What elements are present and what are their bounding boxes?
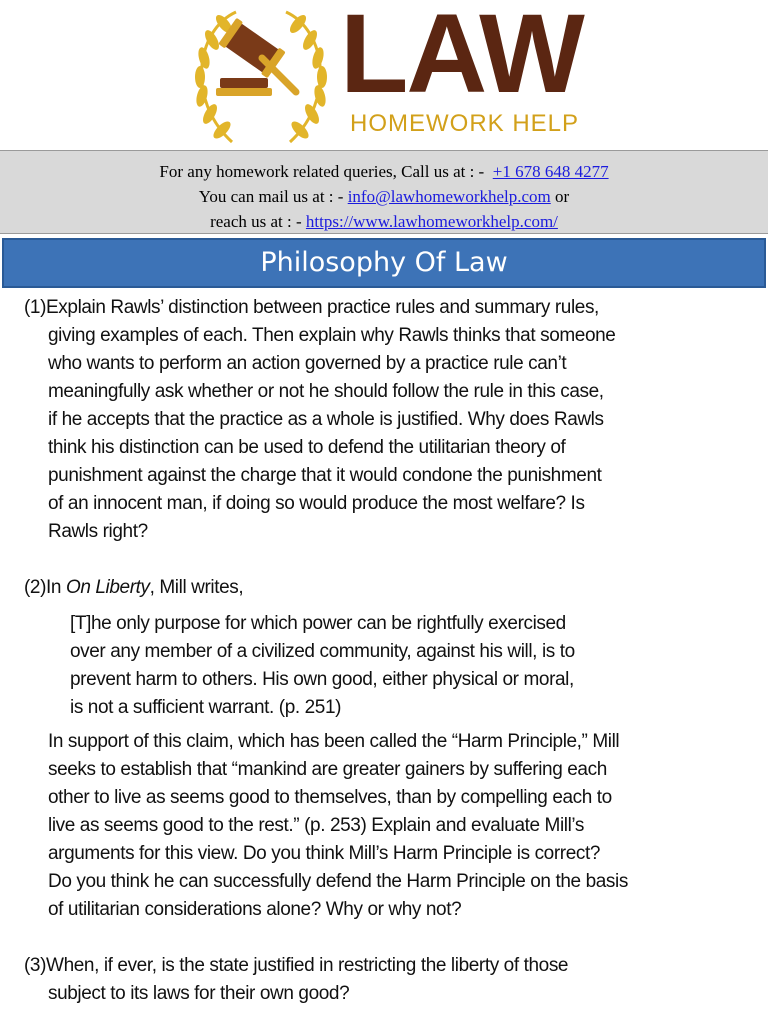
book-title: On Liberty — [65, 577, 150, 598]
phone-link[interactable]: +1 678 648 4277 — [492, 162, 609, 181]
question-1-line: think his distinction can be used to defend the utilitarian theory of — [48, 437, 566, 458]
question-2 — [0, 574, 768, 924]
contact-box — [0, 150, 768, 234]
call-prefix: For any homework related queries, Call us at : - — [159, 162, 485, 181]
email-link[interactable]: info@lawhomeworkhelp.com — [347, 187, 551, 206]
question-1-line: giving examples of each. Then explain why Rawls thinks that someone — [48, 325, 616, 346]
page-title: Philosophy Of Law — [2, 238, 766, 288]
question-2-line: live as seems good to the rest.” (p. 253) Explain and evaluate Mill’s — [48, 815, 585, 836]
question-1-line: of an innocent man, if doing so would produce the most welfare? Is — [48, 493, 585, 514]
question-1-line: if he accepts that the practice as a whole is justified. Why does Rawls — [48, 409, 604, 430]
question-1-line: who wants to perform an action governed by a practice rule can’t — [48, 353, 567, 374]
question-2-number: (2) — [24, 577, 47, 598]
question-1-line: (1)Explain Rawls’ distinction between practice rules and summary rules, — [24, 297, 599, 318]
quote-line: [T]he only purpose for which power can be rightfully exercised — [70, 613, 566, 634]
quote-line: prevent harm to others. His own good, either physical or moral, — [70, 669, 574, 690]
question-2-line: seeks to establish that “mankind are greater gainers by suffering each — [48, 759, 607, 780]
questions — [0, 294, 768, 1008]
website-link[interactable]: https://www.lawhomeworkhelp.com/ — [305, 212, 558, 231]
question-1-line: meaningfully ask whether or not he should follow the rule in this case, — [48, 381, 604, 402]
mail-prefix: You can mail us at : - — [198, 187, 344, 206]
question-2-line: of utilitarian considerations alone? Why or why not? — [48, 899, 462, 920]
logo — [0, 0, 768, 148]
question-2-intro: (2)In On Liberty, Mill writes, — [24, 577, 244, 598]
brand-name: LAW — [340, 0, 583, 116]
quote-line: over any member of a civilized community, against his will, is to — [70, 641, 575, 662]
question-3-line: subject to its laws for their own good? — [48, 983, 350, 1004]
question-2-line: In support of this claim, which has been called the “Harm Principle,” Mill — [48, 731, 620, 752]
question-1 — [0, 294, 768, 546]
mail-line — [0, 184, 768, 209]
question-2-line: Do you think he can successfully defend the Harm Principle on the basis — [48, 871, 628, 892]
question-2-line: other to live as seems good to themselves, than by compelling each to — [48, 787, 612, 808]
reach-prefix: reach us at : - — [210, 212, 302, 231]
question-3-number: (3) — [24, 955, 47, 976]
question-1-line: Rawls right? — [48, 521, 148, 542]
question-3 — [0, 952, 768, 1008]
brand-subtitle: HOMEWORK HELP — [350, 110, 580, 137]
question-2-line: arguments for this view. Do you think Mill’s Harm Principle is correct? — [48, 843, 601, 864]
question-1-number: (1) — [24, 297, 47, 318]
question-1-line: punishment against the charge that it would condone the punishment — [48, 465, 602, 486]
reach-line — [0, 209, 768, 234]
question-3-line: (3)When, if ever, is the state justified in restricting the liberty of those — [24, 955, 569, 976]
mail-suffix: or — [555, 187, 570, 206]
quote-line: is not a sufficient warrant. (p. 251) — [70, 697, 342, 718]
call-line — [0, 159, 768, 184]
